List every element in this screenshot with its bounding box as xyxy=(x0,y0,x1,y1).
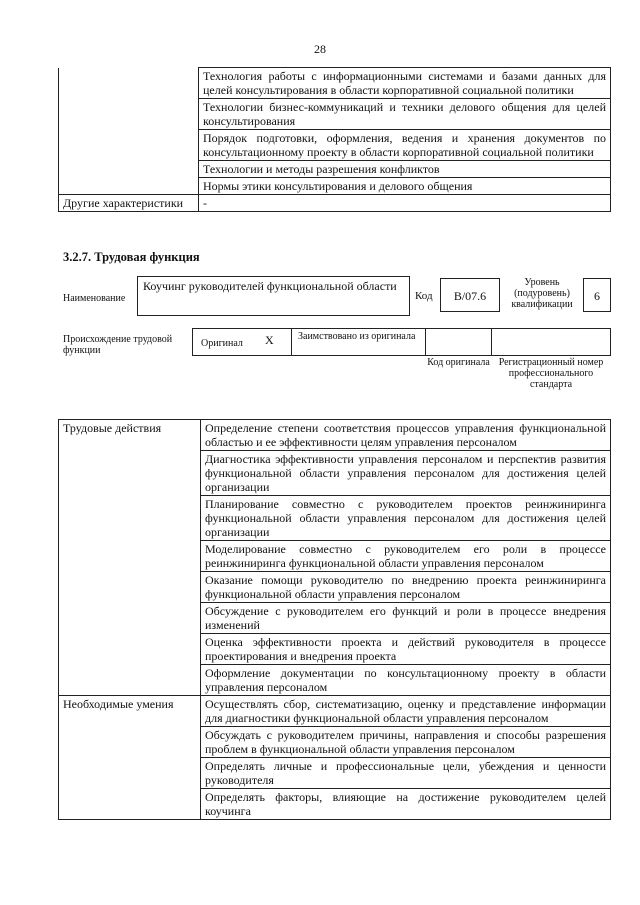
action-item: Моделирование совместно с руководителем его роли в процессе реинжиниринга функциональной области управления персоналом xyxy=(201,541,611,572)
level-label: Уровень (подуровень) квалификации xyxy=(511,277,573,310)
knowledge-item: Технологии и методы разрешения конфликтов xyxy=(199,161,611,178)
skills-label: Необходимые умения xyxy=(59,696,201,820)
name-label: Наименование xyxy=(63,293,126,304)
action-item: Диагностика эффективности управления персоналом и перспектив развития функциональной области управления персоналом для достижения целей организации xyxy=(201,451,611,496)
other-characteristics-value: - xyxy=(199,195,611,212)
function-name: Коучинг руководителей функциональной области xyxy=(137,276,410,316)
other-characteristics-label: Другие характеристики xyxy=(59,195,199,212)
skill-item: Обсуждать с руководителем причины, направления и способы разрешения проблем в функциональной области управления персоналом xyxy=(201,727,611,758)
origin-code-box xyxy=(425,328,492,356)
knowledge-table xyxy=(58,67,611,212)
empty-label-cell xyxy=(59,68,199,195)
action-item: Оценка эффективности проекта и действий руководителя в процессе проектирования и внедрения проекта xyxy=(201,634,611,665)
table-row xyxy=(59,68,611,99)
table-row xyxy=(59,420,611,451)
reg-number-box xyxy=(491,328,611,356)
skill-item: Определять факторы, влияющие на достижение руководителем целей коучинга xyxy=(201,789,611,820)
actions-skills-table xyxy=(58,419,611,820)
origin-label: Происхождение трудовой функции xyxy=(63,334,173,356)
action-item: Определение степени соответствия процессов управления функциональной областью и ее эффективности целям управления персоналом xyxy=(201,420,611,451)
knowledge-item: Нормы этики консультирования и делового общения xyxy=(199,178,611,195)
code-label: Код xyxy=(415,290,433,302)
reg-number-caption: Регистрационный номер профессионального стандарта xyxy=(498,357,604,390)
table-row xyxy=(59,195,611,212)
page-number: 28 xyxy=(314,42,326,56)
borrowed-box xyxy=(291,328,426,356)
action-item: Оказание помощи руководителю по внедрению проекта реинжиниринга функциональной области управления персоналом xyxy=(201,572,611,603)
knowledge-item: Порядок подготовки, оформления, ведения и хранения документов по консультационному проекту в области корпоративной социальной политики xyxy=(199,130,611,161)
action-item: Оформление документации по консультационному проекту в области управления персоналом xyxy=(201,665,611,696)
action-item: Обсуждение с руководителем его функций и роли в процессе внедрения изменений xyxy=(201,603,611,634)
table-row xyxy=(59,696,611,727)
actions-label: Трудовые действия xyxy=(59,420,201,696)
skill-item: Осуществлять сбор, систематизацию, оценку и представление информации для диагностики функциональной области управления персоналом xyxy=(201,696,611,727)
original-label: Оригинал xyxy=(201,338,243,349)
skill-item: Определять личные и профессиональные цели, убеждения и ценности руководителя xyxy=(201,758,611,789)
action-item: Планирование совместно с руководителем проектов реинжиниринга функциональной области управления персоналом для достижения целей организации xyxy=(201,496,611,541)
original-mark: X xyxy=(265,333,274,347)
original-box xyxy=(192,328,292,356)
knowledge-item: Технология работы с информационными системами и базами данных для целей консультирования в области корпоративной социальной политики xyxy=(199,68,611,99)
origin-code-caption: Код оригинала xyxy=(427,357,490,368)
borrowed-label: Заимствовано из оригинала xyxy=(298,331,416,342)
knowledge-item: Технологии бизнес-коммуникаций и техники делового общения для целей консультирования xyxy=(199,99,611,130)
section-title: 3.2.7. Трудовая функция xyxy=(63,250,200,264)
function-code: B/07.6 xyxy=(440,278,500,312)
level-value: 6 xyxy=(583,278,611,312)
